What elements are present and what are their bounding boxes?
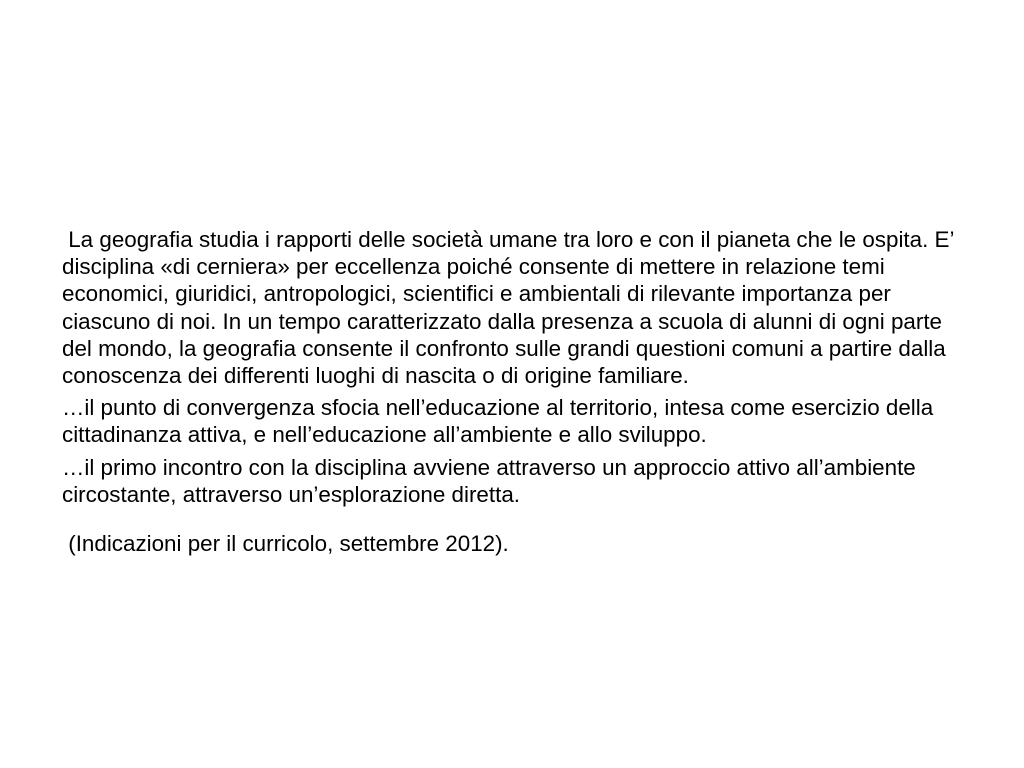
slide-body [62,226,967,562]
paragraph-convergence: …il punto di convergenza sfocia nell’educazione al territorio, intesa come esercizio della cittadinanza attiva, e nell’educazione all’ambiente e allo sviluppo. [62,395,940,448]
citation: (Indicazioni per il curricolo, settembre 2012). [62,531,509,557]
paragraph-geography-definition: La geografia studia i rapporti delle società umane tra loro e con il pianeta che le ospita. E’ disciplina «di cerniera» per eccellenza poiché consente di mettere in relazione temi economici, giuridici, antropologici, scientifici e ambientali di rilevante importanza per ciascuno di noi. In un tempo caratterizzato dalla presenza a scuola di alunni di ogni parte del mondo, la geografia consente il confronto sulle grandi questioni comuni a partire dalla conoscenza dei differenti luoghi di nascita o di origine familiare. [62,227,960,389]
paragraph-first-encounter: …il primo incontro con la disciplina avviene attraverso un approccio attivo all’ambiente circostante, attraverso un’esplorazione diretta. [62,454,922,507]
